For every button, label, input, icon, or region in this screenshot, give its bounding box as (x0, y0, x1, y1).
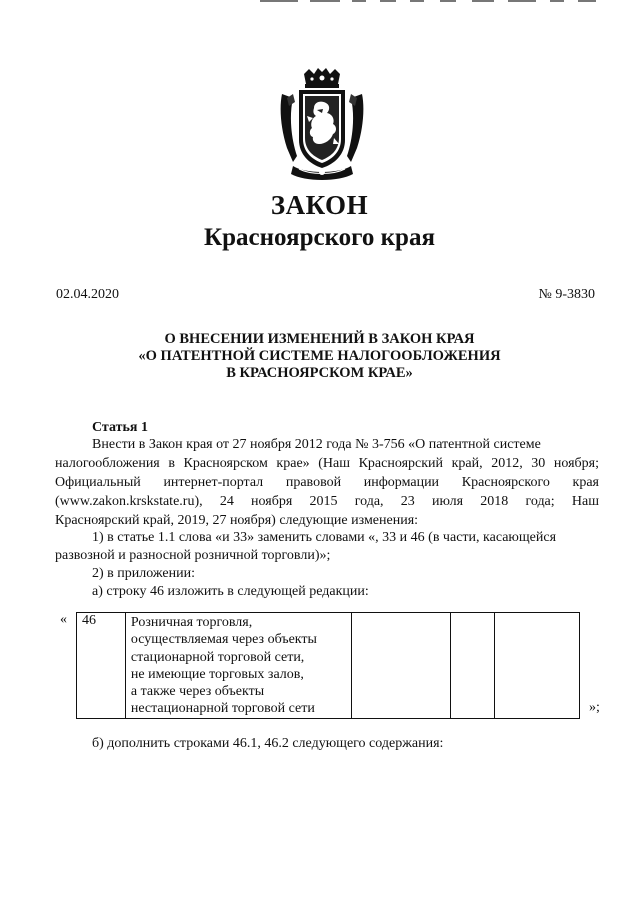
description-line: не имеющие торговых залов, (130, 666, 304, 682)
scan-edge-marks (240, 0, 639, 6)
row-description-cell (125, 613, 351, 719)
row-number-cell: 46 (77, 613, 126, 719)
empty-cell (450, 613, 495, 719)
body-line: Внести в Закон края от 27 ноября 2012 года № 3-756 «О патентной системе (92, 437, 541, 452)
body-line: 2) в приложении: (92, 566, 195, 581)
document-number: № 9-3830 (538, 287, 595, 302)
body-line: а) строку 46 изложить в следующей редакции: (92, 584, 369, 599)
body-line: Красноярский край, 2019, 27 ноября) следующие изменения: (55, 513, 419, 528)
table-close-quote: »; (589, 700, 600, 715)
body-line: развозной и разносной розничной торговли)»; (55, 548, 331, 563)
body-line: б) дополнить строками 46.1, 46.2 следующего содержания: (92, 736, 444, 751)
description-line: осуществляемая через объекты (130, 632, 317, 648)
body-line: Официальный интернет-портал правовой информации Красноярского края (55, 475, 599, 490)
description-line: нестационарной торговой сети (130, 701, 315, 717)
body-line: налогообложения в Красноярском крае» (Наш Красноярский край, 2012, 30 ноября; (55, 456, 599, 471)
empty-cell (352, 613, 450, 719)
body-line: 1) в статье 1.1 слова «и 33» заменить словами «, 33 и 46 (в части, касающейся (92, 530, 557, 545)
empty-cell (495, 613, 580, 719)
law-heading-line: «О ПАТЕНТНОЙ СИСТЕМЕ НАЛОГООБЛОЖЕНИЯ (138, 348, 501, 364)
table-row (77, 613, 580, 719)
body-line: (www.zakon.krskstate.ru), 24 ноября 2015 года, 23 июля 2018 года; Наш (55, 494, 599, 509)
document-title: ЗАКОН (270, 190, 369, 220)
table-open-quote: « (60, 612, 67, 627)
document-subtitle: Красноярского края (204, 224, 435, 251)
document-date: 02.04.2020 (56, 287, 119, 302)
description-line: стационарной торговой сети, (130, 649, 305, 665)
description-line: Розничная торговля, (130, 615, 253, 630)
law-heading-line: В КРАСНОЯРСКОМ КРАЕ» (226, 365, 413, 381)
rates-table (76, 612, 580, 719)
law-heading-line: О ВНЕСЕНИИ ИЗМЕНЕНИЙ В ЗАКОН КРАЯ (164, 331, 475, 347)
article-title: Статья 1 (92, 420, 148, 435)
coat-of-arms-icon (279, 68, 365, 183)
description-line: а также через объекты (130, 684, 265, 700)
